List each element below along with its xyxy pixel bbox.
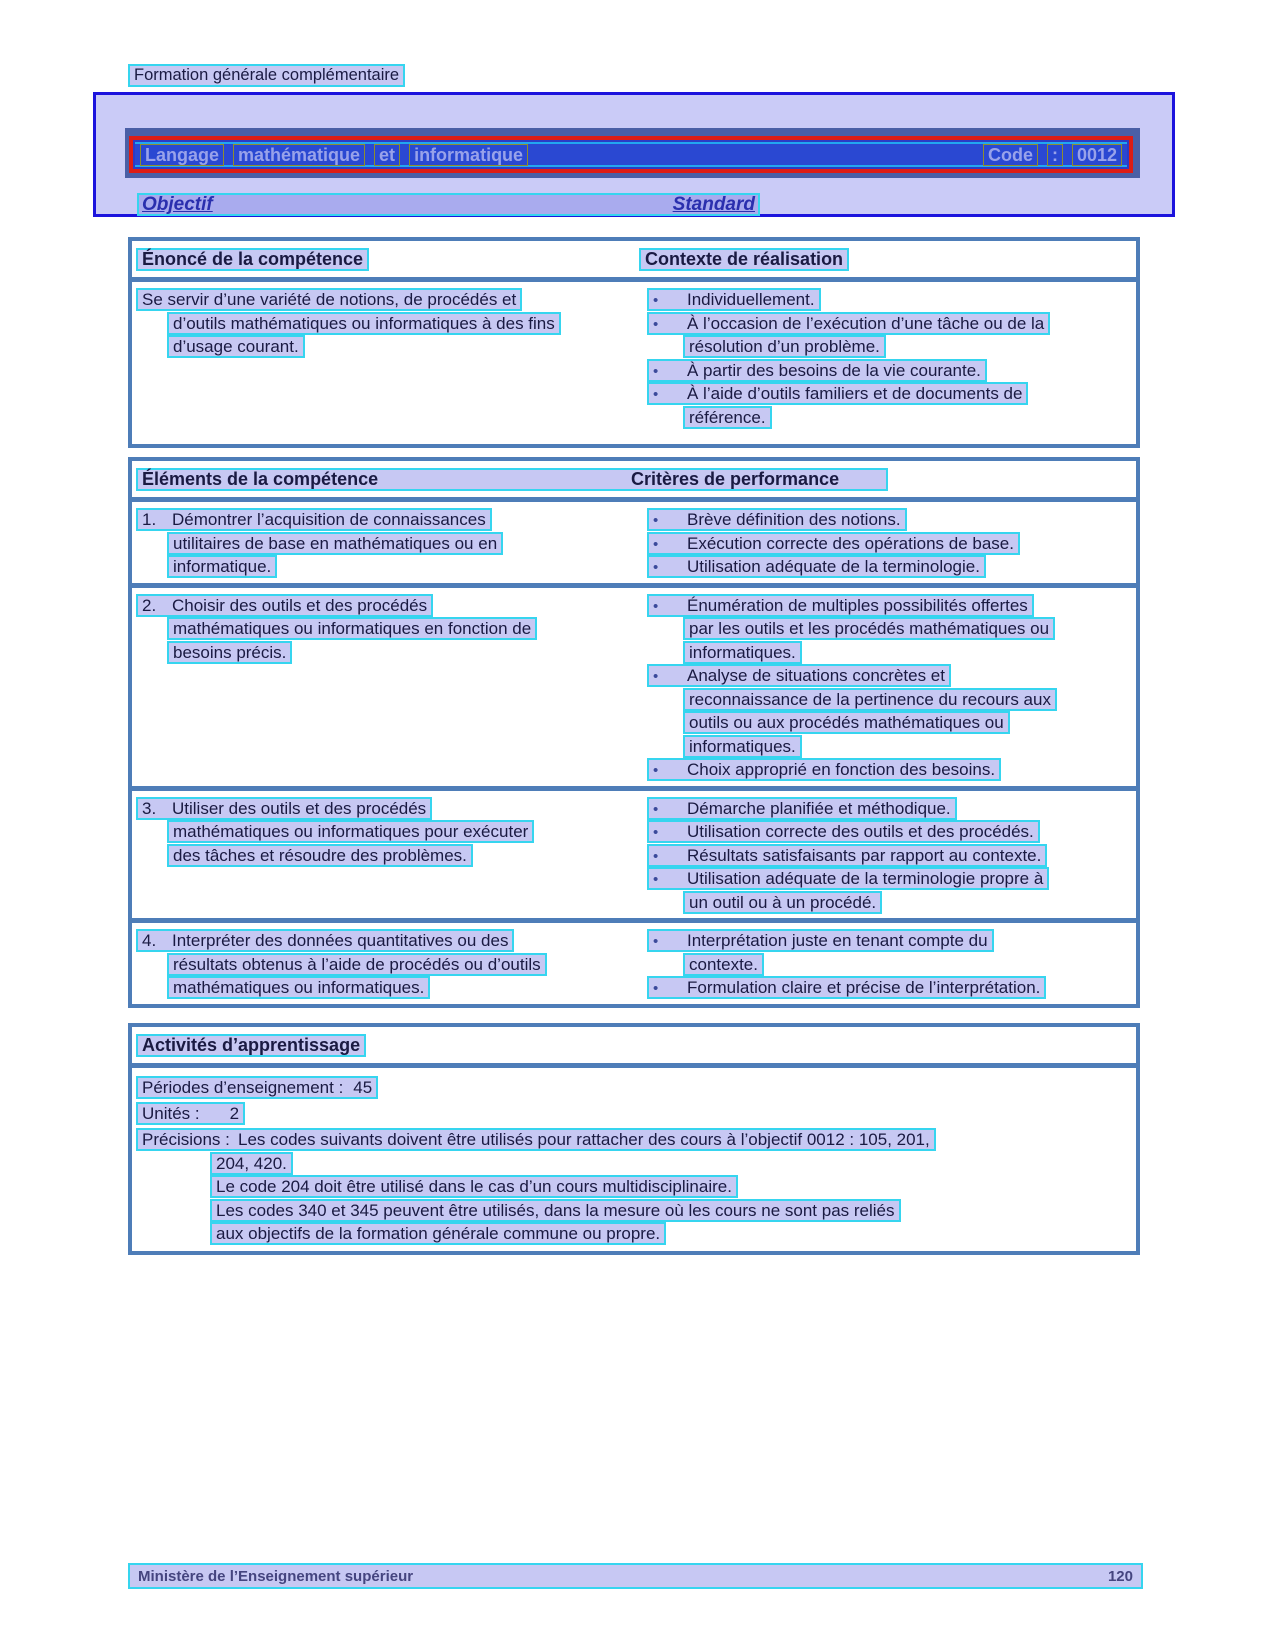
criterion-line-box: • Exécution correcte des opérations de base.	[647, 532, 1020, 555]
competence-line-box: informatique.	[167, 555, 277, 578]
element-cell	[132, 929, 635, 1000]
criterion-line-box: outils ou aux procédés mathématiques ou	[683, 711, 1010, 734]
precision-line-box: Les codes 340 et 345 peuvent être utilisés, dans la mesure où les cours ne sont pas reliés	[210, 1199, 901, 1222]
criterion-line-box: • Utilisation adéquate de la terminologie.	[647, 555, 986, 578]
bullet-icon: •	[653, 762, 659, 779]
precision-line-box: Précisions : Les codes suivants doivent être utilisés pour rattacher des cours à l’objectif 0012 : 105, 201,	[136, 1128, 936, 1151]
table-row	[132, 583, 1136, 786]
criterion-line	[635, 976, 1136, 1000]
criterion-line-box: • Démarche planifiée et méthodique.	[647, 797, 957, 820]
table-row	[132, 918, 1136, 1004]
bullet-icon: •	[653, 871, 659, 888]
criteria-cell	[635, 797, 1136, 915]
competence-line	[136, 508, 635, 532]
competence-line-box: mathématiques ou informatiques.	[167, 976, 430, 999]
competence-line-box: d’usage courant.	[167, 335, 305, 358]
criterion-line	[635, 508, 1136, 532]
header-cell-left	[136, 248, 639, 271]
criterion-line	[635, 288, 1136, 312]
criterion-line-box: • Individuellement.	[647, 288, 821, 311]
criterion-line	[635, 664, 1136, 688]
precision-line-box: Le code 204 doit être utilisé dans le cas d’un cours multidisciplinaire.	[210, 1175, 738, 1198]
competence-line-box: 2. Choisir des outils et des procédés	[136, 594, 433, 617]
competence-line	[167, 844, 635, 868]
page-footer	[128, 1563, 1143, 1589]
item-number: 2.	[142, 595, 157, 615]
bullet-icon: •	[653, 362, 659, 380]
activities-header: Activités d’apprentissage	[136, 1034, 366, 1057]
code-word: Code	[983, 144, 1038, 166]
bullet-icon: •	[653, 933, 659, 950]
criterion-line	[635, 555, 1136, 579]
criterion-line	[683, 641, 1136, 665]
criterion-line-box: informatiques.	[683, 735, 802, 758]
criteria-cell	[635, 929, 1136, 1000]
table-header-row	[132, 461, 1136, 502]
precisions-label: Précisions :	[142, 1130, 230, 1149]
competence-line	[136, 594, 635, 618]
criterion-line-box: • Utilisation adéquate de la terminologie propre à	[647, 867, 1049, 890]
title-word: informatique	[409, 144, 528, 166]
criterion-line-box: • Interprétation juste en tenant compte du	[647, 929, 994, 952]
criterion-line	[683, 406, 1136, 430]
criterion-line	[635, 844, 1136, 868]
element-cell	[132, 797, 635, 915]
competence-line	[167, 953, 635, 977]
criterion-line-box: contexte.	[683, 953, 764, 976]
table-header-box	[136, 468, 888, 491]
criterion-line	[635, 820, 1136, 844]
criterion-line-box: • Brève définition des notions.	[647, 508, 907, 531]
criterion-line-box: • À partir des besoins de la vie courante.	[647, 359, 987, 382]
criteria-cell	[635, 508, 1136, 579]
activities-row-box	[136, 1102, 245, 1125]
competence-line	[167, 532, 635, 556]
criterion-line-box: reconnaissance de la pertinence du recours aux	[683, 688, 1057, 711]
title-word: Langage	[140, 144, 224, 166]
course-code	[983, 144, 1122, 166]
activities-label: Unités :	[142, 1104, 200, 1123]
activities-row	[136, 1076, 1136, 1102]
column-header-left: Énoncé de la compétence	[136, 248, 369, 271]
precision-line-box: 204, 420.	[210, 1152, 293, 1175]
precision-line	[210, 1152, 1136, 1176]
footer-ministry: Ministère de l’Enseignement supérieur	[138, 1567, 414, 1585]
item-number: 3.	[142, 798, 157, 818]
table-row	[132, 786, 1136, 919]
objectif-standard-band	[137, 193, 760, 216]
competence-line	[167, 820, 635, 844]
criterion-line-box: • Résultats satisfaisants par rapport au contexte.	[647, 844, 1047, 867]
activities-label: Périodes d’enseignement :	[142, 1078, 344, 1097]
criterion-line-box: • Choix approprié en fonction des besoins.	[647, 758, 1001, 781]
precision-line-box: aux objectifs de la formation générale commune ou propre.	[210, 1222, 666, 1245]
criterion-line	[683, 891, 1136, 915]
criterion-line	[635, 867, 1136, 891]
competence-line-box: résultats obtenus à l’aide de procédés ou d’outils	[167, 953, 547, 976]
table-row	[132, 502, 1136, 583]
title-word: et	[374, 144, 400, 166]
competence-line	[167, 335, 635, 359]
activities-row-box	[136, 1076, 378, 1099]
criterion-line-box: • Énumération de multiples possibilités offertes	[647, 594, 1034, 617]
criterion-line	[635, 929, 1136, 953]
competence-line-box: d’outils mathématiques ou informatiques à des fins	[167, 312, 561, 335]
competence-line-box: mathématiques ou informatiques pour exécuter	[167, 820, 534, 843]
criterion-line-box: • Formulation claire et précise de l’interprétation.	[647, 976, 1046, 999]
criterion-line-box: par les outils et les procédés mathématiques ou	[683, 617, 1055, 640]
criterion-line-box: informatiques.	[683, 641, 802, 664]
objectif-label: Objectif	[142, 194, 213, 215]
bullet-icon: •	[653, 535, 659, 553]
precision-line	[210, 1175, 1136, 1199]
precision-line	[210, 1199, 1136, 1223]
standard-label: Standard	[672, 194, 755, 215]
element-cell	[132, 288, 635, 429]
title-word: mathématique	[233, 144, 365, 166]
activities-value: 2	[229, 1104, 240, 1123]
element-cell	[132, 594, 635, 782]
criterion-line	[683, 688, 1136, 712]
criterion-line-box: • À l’aide d’outils familiers et de documents de	[647, 382, 1028, 405]
bullet-icon: •	[653, 980, 659, 997]
item-number: 4.	[142, 931, 157, 950]
bullet-icon: •	[653, 847, 659, 865]
activities-header-row	[132, 1027, 1136, 1068]
activities-body	[132, 1068, 1136, 1246]
table-enonce-contexte	[128, 237, 1140, 448]
criterion-line-box: • Utilisation correcte des outils et des procédés.	[647, 820, 1040, 843]
table-header-grid	[136, 248, 1136, 271]
item-number: 1.	[142, 510, 157, 529]
criterion-line	[635, 359, 1136, 383]
bullet-icon: •	[653, 597, 659, 615]
precision-line	[210, 1222, 1136, 1246]
competence-line-box: Se servir d’une variété de notions, de procédés et	[136, 288, 522, 311]
competence-line	[136, 288, 635, 312]
table-activites	[128, 1023, 1140, 1255]
section-label-wrap	[128, 64, 405, 87]
bullet-icon: •	[653, 559, 659, 576]
competence-line	[136, 929, 635, 953]
competence-line	[167, 976, 635, 1000]
competence-line-box: des tâches et résoudre des problèmes.	[167, 844, 473, 867]
competence-line	[167, 555, 635, 579]
footer-page-number: 120	[1107, 1567, 1133, 1585]
criterion-line	[683, 335, 1136, 359]
competence-line	[136, 797, 635, 821]
criterion-line	[683, 617, 1136, 641]
column-header-left: Éléments de la compétence	[142, 469, 379, 489]
criterion-line-box: un outil ou à un procédé.	[683, 891, 882, 914]
bullet-icon: •	[653, 824, 659, 841]
criterion-line	[683, 711, 1136, 735]
competence-line-box: 1. Démontrer l’acquisition de connaissances	[136, 508, 492, 531]
competence-line-box: utilitaires de base en mathématiques ou en	[167, 532, 503, 555]
header-cell-right	[639, 248, 1136, 271]
bullet-icon: •	[653, 315, 659, 333]
competence-line-box: besoins précis.	[167, 641, 292, 664]
criterion-line-box: • À l’occasion de l’exécution d’une tâche ou de la	[647, 312, 1050, 335]
competence-line	[167, 312, 635, 336]
competence-line-box: 3. Utiliser des outils et des procédés	[136, 797, 432, 820]
precision-line	[136, 1128, 1136, 1152]
criterion-line	[683, 953, 1136, 977]
criterion-line-box: résolution d’un problème.	[683, 335, 886, 358]
activities-value: 45	[353, 1078, 373, 1097]
criteria-cell	[635, 288, 1136, 429]
competence-line-box: mathématiques ou informatiques en fonction de	[167, 617, 537, 640]
criterion-line	[635, 797, 1136, 821]
criterion-line	[635, 312, 1136, 336]
criterion-line	[683, 735, 1136, 759]
title-bar	[125, 128, 1140, 178]
criterion-line	[635, 758, 1136, 782]
criterion-line-box: • Analyse de situations concrètes et	[647, 664, 951, 687]
column-header-right: Contexte de réalisation	[639, 248, 849, 271]
competence-line-box: 4. Interpréter des données quantitatives ou des	[136, 929, 514, 952]
criterion-line-box: référence.	[683, 406, 772, 429]
competence-line	[167, 641, 635, 665]
column-header-right: Critères de performance	[631, 469, 840, 489]
element-cell	[132, 508, 635, 579]
title-line	[135, 142, 1127, 167]
bullet-icon: •	[653, 386, 659, 403]
title-red-frame	[129, 136, 1133, 173]
competence-line	[167, 617, 635, 641]
table-header-row	[132, 241, 1136, 282]
bullet-icon: •	[653, 668, 659, 685]
bullet-icon: •	[653, 292, 659, 309]
criterion-line	[635, 532, 1136, 556]
criteria-cell	[635, 594, 1136, 782]
criterion-line	[635, 382, 1136, 406]
section-label: Formation générale complémentaire	[128, 64, 405, 87]
table-elements-criteres	[128, 457, 1140, 1008]
criterion-line	[635, 594, 1136, 618]
table-row	[132, 282, 1136, 433]
course-title	[140, 144, 528, 166]
bullet-icon: •	[653, 800, 659, 818]
code-word: 0012	[1072, 144, 1122, 166]
bullet-icon: •	[653, 512, 659, 529]
activities-row	[136, 1102, 1136, 1128]
code-word: :	[1047, 144, 1063, 166]
